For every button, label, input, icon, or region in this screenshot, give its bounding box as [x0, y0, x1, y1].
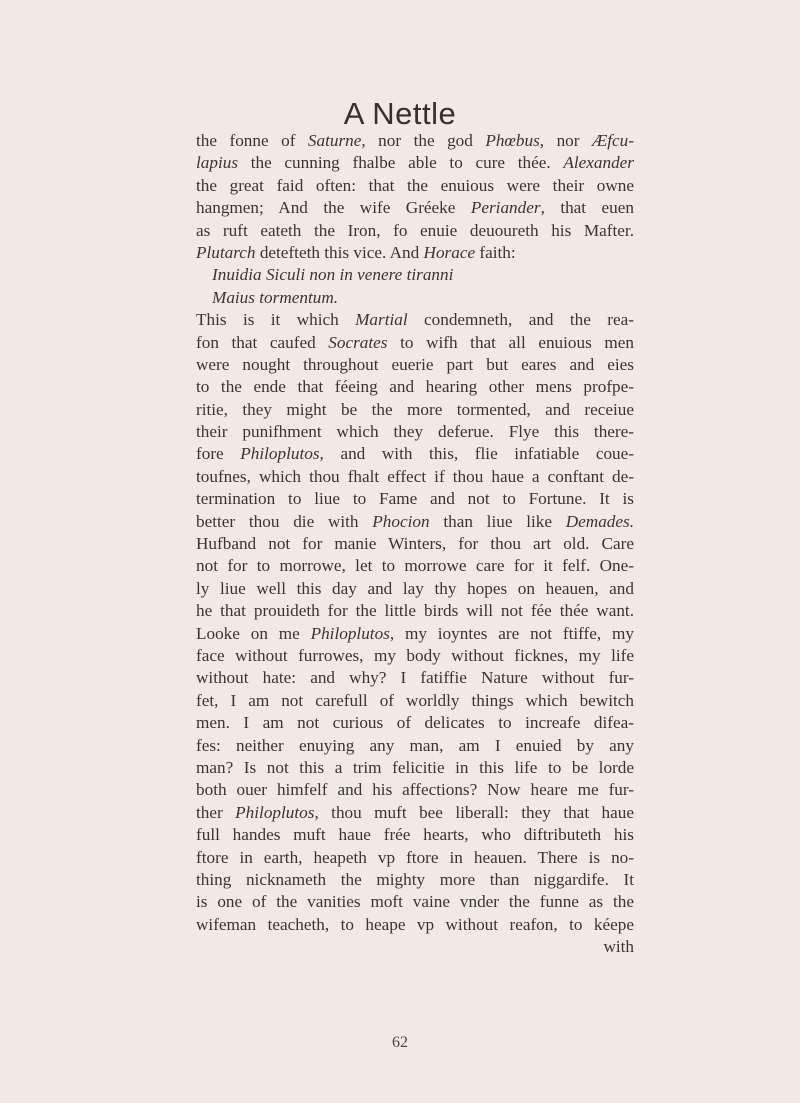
text-line	[196, 264, 634, 286]
text-line	[196, 914, 634, 936]
text-line	[196, 175, 634, 197]
text-line	[196, 466, 634, 488]
text-run: to wifh that all enuious men	[387, 332, 634, 352]
text-line	[196, 735, 634, 757]
text-line	[196, 555, 634, 577]
text-run: both ouer himfelf and his affections? Now heare me fur-	[196, 780, 634, 800]
text-run: fon that caufed	[196, 332, 329, 352]
italic-text: Maius tormentum.	[212, 287, 339, 307]
text-run: he that prouideth for the little birds will not fée thée want.	[196, 601, 634, 621]
text-line	[196, 287, 634, 309]
catchword	[196, 936, 634, 958]
text-run: termination to liue to Fame and not to Fortune. It is	[196, 489, 634, 509]
text-run: to the ende that féeing and hearing other mens profpe-	[196, 377, 634, 397]
text-run: men. I am not curious of delicates to increafe difea-	[196, 713, 634, 733]
running-head: A Nettle	[343, 96, 457, 131]
text-run: ritie, they might be the more tormented, and receiue	[196, 399, 634, 419]
text-run: , nor	[539, 131, 592, 150]
italic-text: Plutarch	[196, 242, 256, 262]
text-run: fet, I am not carefull of worldly things which bewitch	[196, 690, 634, 710]
italic-text: Phœbus	[485, 131, 540, 150]
italic-text: Horace	[423, 242, 476, 262]
text-run: detefteth this vice. And	[255, 242, 424, 262]
text-line	[196, 690, 634, 712]
page-number: 62	[392, 1034, 408, 1051]
text-line	[196, 511, 634, 533]
text-run: the great faid often: that the enuious were their owne	[196, 175, 634, 195]
text-line	[196, 600, 634, 622]
text-line	[196, 443, 634, 465]
text-line	[196, 712, 634, 734]
text-run: their punifhment which they deferue. Flye this there-	[196, 422, 634, 442]
text-line	[196, 399, 634, 421]
text-run: ther	[196, 802, 236, 822]
text-line	[196, 779, 634, 801]
text-line	[196, 533, 634, 555]
text-line	[196, 802, 634, 824]
text-line	[196, 130, 634, 152]
italic-text: Philoplutos	[240, 444, 320, 464]
text-run: full handes muft haue frée hearts, who diftributeth his	[196, 825, 634, 845]
text-run: fes: neither enuying any man, am I enuied by any	[196, 735, 634, 755]
text-line	[196, 623, 634, 645]
italic-text: Philoplutos	[235, 802, 315, 822]
text-run: condemneth, and the rea-	[407, 310, 634, 330]
text-run: the fonne of	[196, 131, 308, 150]
text-run: with	[603, 937, 634, 957]
text-run: , my ioyntes are not ftiffe, my	[389, 623, 634, 643]
text-line	[196, 578, 634, 600]
text-line	[196, 197, 634, 219]
text-run: faith:	[475, 242, 516, 262]
text-line	[196, 354, 634, 376]
text-line	[196, 309, 634, 331]
text-run: ly liue well this day and lay thy hopes on heauen, and	[196, 578, 634, 598]
italic-text: Æfcu-	[591, 131, 634, 150]
text-run: man? Is not this a trim felicitie in this life to be lorde	[196, 757, 634, 777]
text-line	[196, 220, 634, 242]
text-run: , and with this, flie infatiable coue-	[319, 444, 634, 464]
italic-text: Socrates	[328, 332, 388, 352]
text-run: were nought throughout euerie part but eares and eies	[196, 354, 634, 374]
italic-text: Periander	[470, 198, 541, 218]
text-run: is one of the vanities moft vaine vnder the funne as the	[196, 892, 634, 912]
text-run: Looke on me	[196, 623, 311, 643]
italic-text: lapius	[196, 153, 239, 173]
text-run: , nor the god	[361, 131, 486, 150]
text-line	[196, 847, 634, 869]
italic-text: Demades.	[565, 511, 634, 531]
text-line	[196, 645, 634, 667]
italic-text: Martial	[355, 310, 408, 330]
text-line	[196, 891, 634, 913]
text-line	[196, 869, 634, 891]
text-run: toufnes, which thou fhalt effect if thou haue a conftant de-	[196, 466, 634, 486]
text-run: thing nicknameth the mighty more than niggardife. It	[196, 869, 634, 889]
text-run: Hufband not for manie Winters, for thou art old. Care	[196, 534, 634, 554]
text-run: hangmen; And the wife Gréeke	[196, 198, 471, 218]
text-run: than liue like	[429, 511, 566, 531]
text-run: , thou muft bee liberall: they that haue	[314, 802, 634, 822]
text-run: , that euen	[540, 198, 634, 218]
text-line	[196, 242, 634, 264]
text-run: as ruft eateth the Iron, fo enuie deuoureth his Mafter.	[196, 220, 634, 240]
text-run: This is it which	[196, 310, 356, 330]
italic-text: Philoplutos	[310, 623, 390, 643]
text-line	[196, 824, 634, 846]
text-line	[196, 488, 634, 510]
text-line	[196, 332, 634, 354]
text-run: not for to morrowe, let to morrowe care for it felf. One-	[196, 556, 634, 576]
text-line	[196, 376, 634, 398]
text-run: without hate: and why? I fatiffie Nature without fur-	[196, 668, 634, 688]
text-run: wifeman teacheth, to heape vp without reafon, to kéepe	[196, 914, 634, 934]
text-line	[196, 667, 634, 689]
text-run: better thou die with	[196, 511, 373, 531]
italic-text: Inuidia Siculi non in venere tiranni	[212, 265, 454, 285]
text-run: ftore in earth, heapeth vp ftore in heauen. There is no-	[196, 847, 634, 867]
body-text	[196, 130, 634, 958]
text-run: the cunning fhalbe able to cure thée.	[238, 153, 564, 173]
text-run: fore	[196, 444, 241, 464]
text-line	[196, 757, 634, 779]
text-run: face without furrowes, my body without ficknes, my life	[196, 645, 634, 665]
text-line	[196, 152, 634, 174]
italic-text: Alexander	[563, 153, 634, 173]
text-line	[196, 421, 634, 443]
italic-text: Phocion	[372, 511, 430, 531]
italic-text: Saturne	[307, 131, 362, 150]
